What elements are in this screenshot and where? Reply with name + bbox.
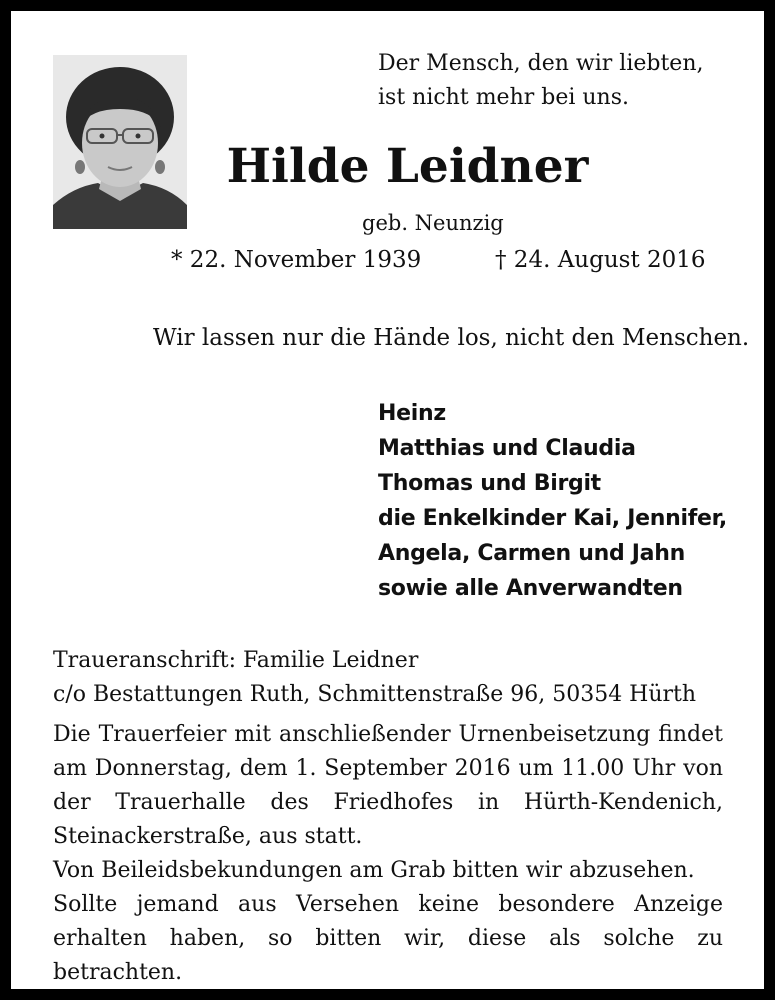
mourner-line: Matthias und Claudia: [378, 436, 636, 461]
mourner-line: sowie alle Anverwandten: [378, 576, 683, 601]
motto: Wir lassen nur die Hände los, nicht den Menschen.: [153, 325, 750, 351]
mourners-list: [378, 396, 727, 606]
funeral-details: [53, 718, 723, 990]
opening-quote-line: Der Mensch, den wir liebten,: [378, 51, 704, 76]
opening-quote: [378, 47, 704, 115]
death-date: † 24. August 2016: [495, 247, 706, 273]
mourner-line: Angela, Carmen und Jahn: [378, 541, 685, 566]
maiden-name: geb. Neunzig: [362, 211, 504, 235]
condolence-paragraph: Von Beileidsbekundungen am Grab bitten wir abzusehen.: [53, 858, 695, 883]
address-line: Traueranschrift: Familie Leidner: [53, 648, 419, 673]
mourner-line: Thomas und Birgit: [378, 471, 601, 496]
address-line: c/o Bestattungen Ruth, Schmittenstraße 96, 50354 Hürth: [53, 682, 697, 707]
obituary-card: [11, 11, 764, 989]
ceremony-paragraph: Die Trauerfeier mit anschließender Urnenbeisetzung findet am Donnerstag, dem 1. September 2016 um 11.00 Uhr von der Trauerhalle des Friedhofes in Hürth-Kendenich, Steinackerstraße, aus statt.: [53, 722, 723, 849]
notice-paragraph: Sollte jemand aus Versehen keine besondere Anzeige erhalten haben, so bitten wir, diese als solche zu betrachten.: [53, 892, 723, 985]
opening-quote-line: ist nicht mehr bei uns.: [378, 85, 630, 110]
mourner-line: Heinz: [378, 401, 446, 426]
deceased-name: Hilde Leidner: [226, 139, 589, 194]
mourning-address: [53, 644, 696, 712]
birth-date: * 22. November 1939: [171, 247, 422, 273]
mourner-line: die Enkelkinder Kai, Jennifer,: [378, 506, 727, 531]
